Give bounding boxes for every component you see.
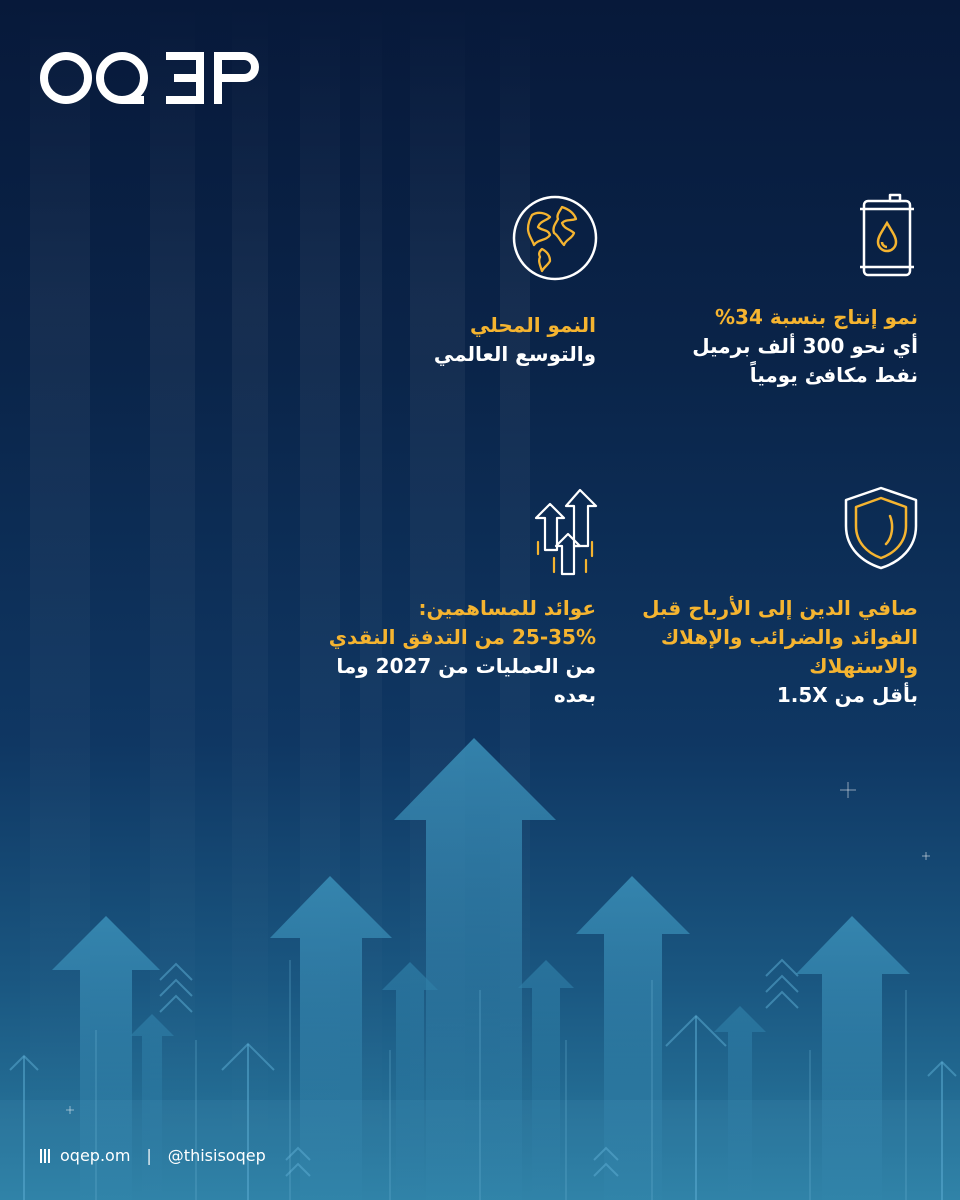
card-line: من العمليات من 2027 وما بعده	[336, 654, 596, 707]
card-net-debt	[600, 594, 918, 710]
card-line: أي نحو 300 ألف برميل	[692, 334, 918, 358]
footer-separator: |	[146, 1146, 152, 1165]
card-growth-expansion	[300, 311, 596, 369]
card-production-growth	[600, 303, 918, 390]
card-title: نمو إنتاج بنسبة 34%	[714, 305, 918, 329]
card-shareholder-returns	[300, 594, 596, 710]
bars-icon	[40, 1149, 50, 1163]
card-title: النمو المحلي	[469, 313, 596, 337]
website-link[interactable]: oqep.om	[60, 1146, 131, 1165]
card-title-line: الفوائد والضرائب والإهلاك	[660, 625, 918, 649]
card-title-line: عوائد للمساهمين:	[418, 596, 596, 620]
card-title-line: 25-35% من التدفق النقدي	[328, 625, 596, 649]
card-line: بأقل من 1.5X	[776, 683, 918, 707]
shield-icon	[842, 484, 920, 572]
card-line: نفط مكافئ يومياً	[749, 363, 918, 387]
card-line: والتوسع العالمي	[433, 342, 596, 366]
social-handle[interactable]: @thisisoqep	[167, 1146, 266, 1165]
oqep-logo	[40, 50, 270, 106]
oil-barrel-icon	[856, 193, 918, 279]
growth-arrows-icon	[530, 488, 604, 576]
footer	[40, 1146, 266, 1165]
card-title-line: والاستهلاك	[809, 654, 918, 678]
globe-icon	[510, 193, 600, 283]
card-title-line: صافي الدين إلى الأرباح قبل	[642, 596, 918, 620]
